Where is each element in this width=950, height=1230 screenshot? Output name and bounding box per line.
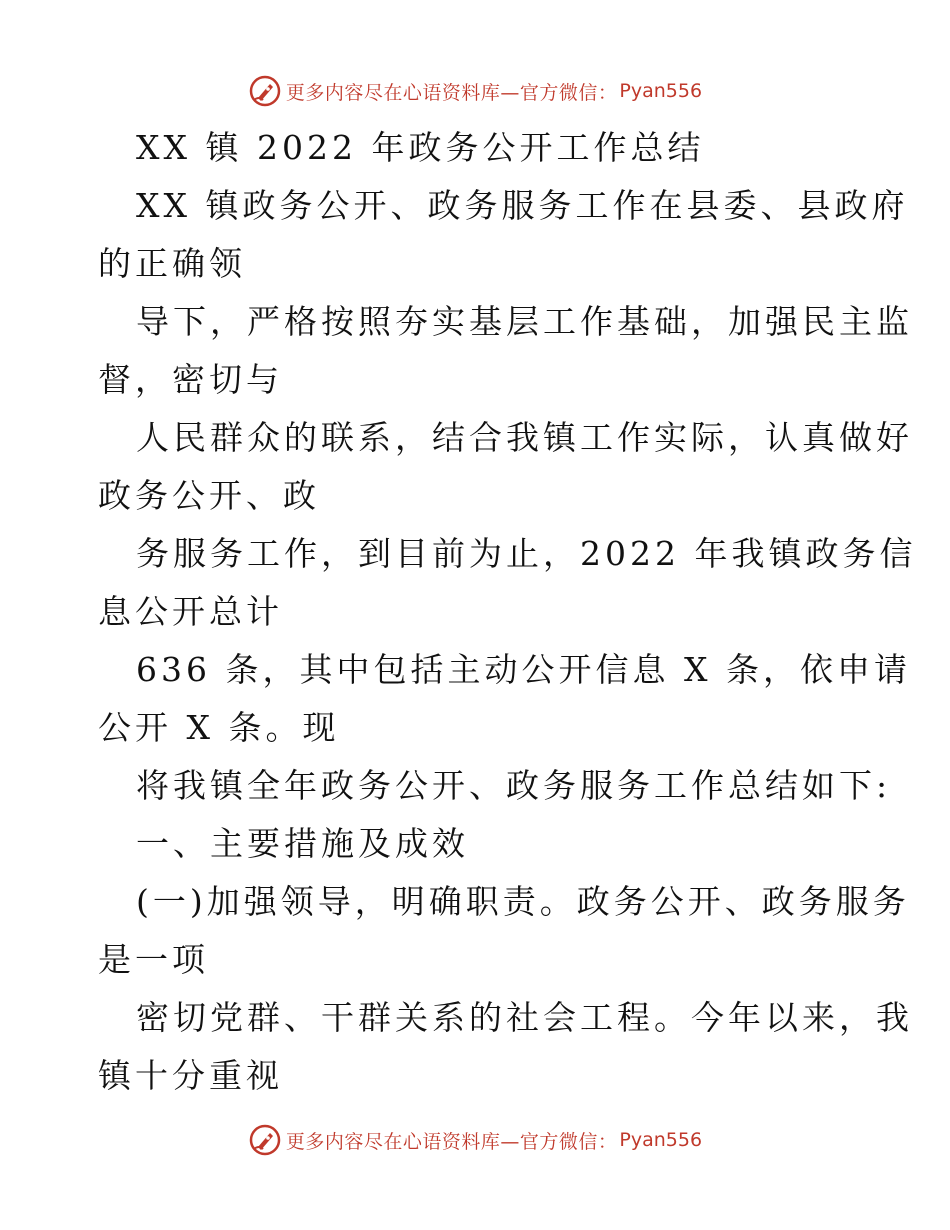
watermark-text: 更多内容尽在心语资料库—官方微信： (285, 1130, 618, 1153)
paragraph-line: 的正确领 (98, 244, 246, 283)
header-watermark (0, 71, 950, 111)
paragraph-line: 人民群众的联系，结合我镇工作实际，认真做好 (136, 418, 913, 457)
paragraph-line: 督，密切与 (98, 360, 283, 399)
pen-nib-logo-icon (248, 74, 282, 108)
footer-watermark (0, 1120, 950, 1160)
watermark-wechat-id: Pyan556 (619, 1129, 703, 1151)
paragraph-line: 导下，严格按照夯实基层工作基础，加强民主监 (136, 302, 913, 341)
paragraph-line: 镇十分重视 (98, 1056, 283, 1095)
paragraph-line: 公开 X 条。现 (98, 708, 340, 747)
document-title: XX 镇 2022 年政务公开工作总结 (136, 128, 705, 167)
paragraph-line: 息公开总计 (98, 592, 283, 631)
paragraph-line: (一)加强领导，明确职责。政务公开、政务服务 (136, 882, 910, 921)
paragraph-line: XX 镇政务公开、政务服务工作在县委、县政府 (136, 186, 909, 225)
paragraph-line: 将我镇全年政务公开、政务服务工作总结如下: (136, 766, 892, 805)
watermark-text: 更多内容尽在心语资料库—官方微信： (285, 81, 618, 104)
paragraph-line: 是一项 (98, 940, 209, 979)
paragraph-line: 政务公开、政 (98, 476, 320, 515)
section-heading: 一、主要措施及成效 (136, 824, 469, 863)
paragraph-line: 密切党群、干群关系的社会工程。今年以来，我 (136, 998, 913, 1037)
paragraph-line: 务服务工作，到目前为止，2022 年我镇政务信 (136, 534, 917, 573)
paragraph-line: 636 条，其中包括主动公开信息 X 条，依申请 (136, 650, 911, 689)
pen-nib-logo-icon (248, 1123, 282, 1157)
watermark-wechat-id: Pyan556 (619, 80, 703, 102)
